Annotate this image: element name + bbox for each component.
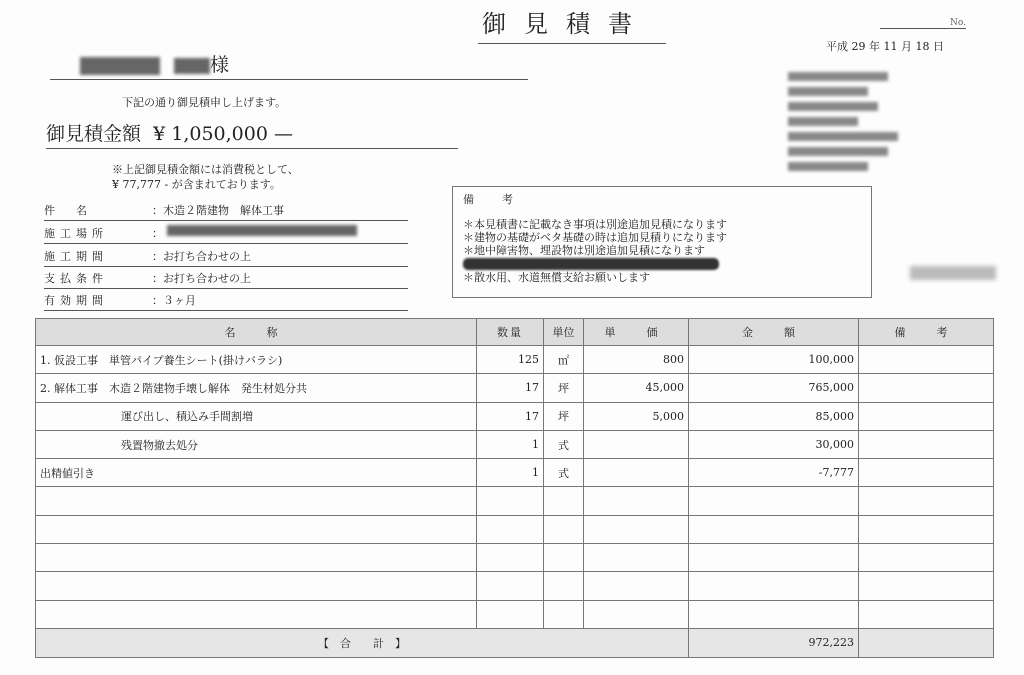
item-amount: 765,000: [689, 374, 859, 402]
field-value: ：お打ち合わせの上: [152, 250, 251, 263]
amount-value: ¥ 1,050,000 —: [153, 123, 293, 145]
intro-text: 下記の通り御見積申し上げます。: [122, 96, 287, 109]
note-line: ＊建物の基礎がベタ基礎の時は追加見積りになります: [463, 231, 727, 244]
empty-row: [36, 487, 994, 515]
item-name: 2. 解体工事 木造２階建物手壊し解体 発生材処分共: [36, 374, 477, 402]
notes-box: [452, 186, 872, 298]
field-period: [44, 248, 408, 267]
field-value: ：３ヶ月: [152, 294, 196, 307]
redacted-address: [167, 225, 357, 236]
item-name: 運び出し、積込み手間割増: [36, 402, 477, 430]
field-label: 施工場所: [44, 227, 108, 240]
total-row: [36, 628, 994, 657]
item-amount: 100,000: [689, 346, 859, 374]
recipient-suffix: 様: [210, 54, 230, 76]
item-notes: [859, 402, 994, 430]
item-unit: 坪: [544, 402, 584, 430]
document-number: No.: [880, 18, 966, 29]
field-value: ：木造２階建物 解体工事: [152, 204, 284, 217]
table-row: [36, 459, 994, 487]
item-unit: 坪: [544, 374, 584, 402]
tax-note-line: ¥ 77,777 - が含まれております。: [112, 178, 281, 191]
header-unit: 単位: [544, 319, 584, 346]
item-price: 5,000: [584, 402, 689, 430]
item-name: 残置物撤去処分: [36, 430, 477, 458]
redacted-company-info: [788, 66, 928, 177]
estimate-amount: [46, 119, 458, 149]
table-row: [36, 402, 994, 430]
empty-row: [36, 544, 994, 572]
item-qty: 1: [477, 459, 544, 487]
item-notes: [859, 346, 994, 374]
item-name: 出精値引き: [36, 459, 477, 487]
field-project: [44, 202, 408, 221]
item-price: 45,000: [584, 374, 689, 402]
table-row: [36, 430, 994, 458]
header-notes: 備 考: [859, 319, 994, 346]
field-validity: [44, 292, 408, 311]
item-name: 1. 仮設工事 単管パイプ養生シート(掛けバラシ): [36, 346, 477, 374]
item-amount: 30,000: [689, 430, 859, 458]
field-value: ：お打ち合わせの上: [152, 272, 251, 285]
item-unit: 式: [544, 459, 584, 487]
field-label: 件 名: [44, 204, 92, 217]
field-label: 施工期間: [44, 250, 108, 263]
header-price: 単 価: [584, 319, 689, 346]
total-notes: [859, 628, 994, 657]
empty-row: [36, 572, 994, 600]
total-label: 【 合 計 】: [36, 628, 689, 657]
stamp-area: [910, 246, 996, 328]
empty-row: [36, 515, 994, 543]
total-value: 972,223: [689, 628, 859, 657]
note-line: ＊地中障害物、埋設物は別途追加見積になります: [463, 244, 705, 257]
item-amount: 85,000: [689, 402, 859, 430]
empty-row: [36, 600, 994, 628]
table-header: [36, 319, 994, 346]
tax-note-line: ※上記御見積金額には消費税として、: [112, 163, 299, 176]
item-qty: 1: [477, 430, 544, 458]
item-qty: 17: [477, 402, 544, 430]
issue-date: 平成 29 年 11 月 18 日: [826, 40, 944, 53]
item-qty: 17: [477, 374, 544, 402]
field-value: ：: [152, 227, 163, 240]
redacted-note: [463, 258, 719, 270]
note-line: ＊散水用、水道無償支給お願いします: [463, 271, 650, 284]
field-site: [44, 225, 408, 244]
field-label: 有効期間: [44, 294, 108, 307]
item-price: 800: [584, 346, 689, 374]
redacted-name: [174, 58, 210, 74]
header-name: 名 称: [36, 319, 477, 346]
item-notes: [859, 374, 994, 402]
item-price: [584, 430, 689, 458]
header-amount: 金 額: [689, 319, 859, 346]
item-unit: 式: [544, 430, 584, 458]
item-unit: ㎡: [544, 346, 584, 374]
redacted-name: [80, 57, 160, 75]
document-title: 御見積書: [478, 4, 666, 44]
header-qty: 数量: [477, 319, 544, 346]
field-label: 支払条件: [44, 272, 108, 285]
estimate-table: [35, 318, 994, 658]
item-notes: [859, 430, 994, 458]
note-line: ＊本見積書に記載なき事項は別途追加見積になります: [463, 218, 727, 231]
item-price: [584, 459, 689, 487]
amount-label: 御見積金額: [46, 123, 142, 145]
recipient: [50, 50, 528, 80]
item-amount: -7,777: [689, 459, 859, 487]
notes-heading: 備考: [463, 193, 541, 206]
tax-note: [112, 162, 299, 192]
item-qty: 125: [477, 346, 544, 374]
table-row: [36, 346, 994, 374]
field-payment: [44, 270, 408, 289]
item-notes: [859, 459, 994, 487]
table-row: [36, 374, 994, 402]
